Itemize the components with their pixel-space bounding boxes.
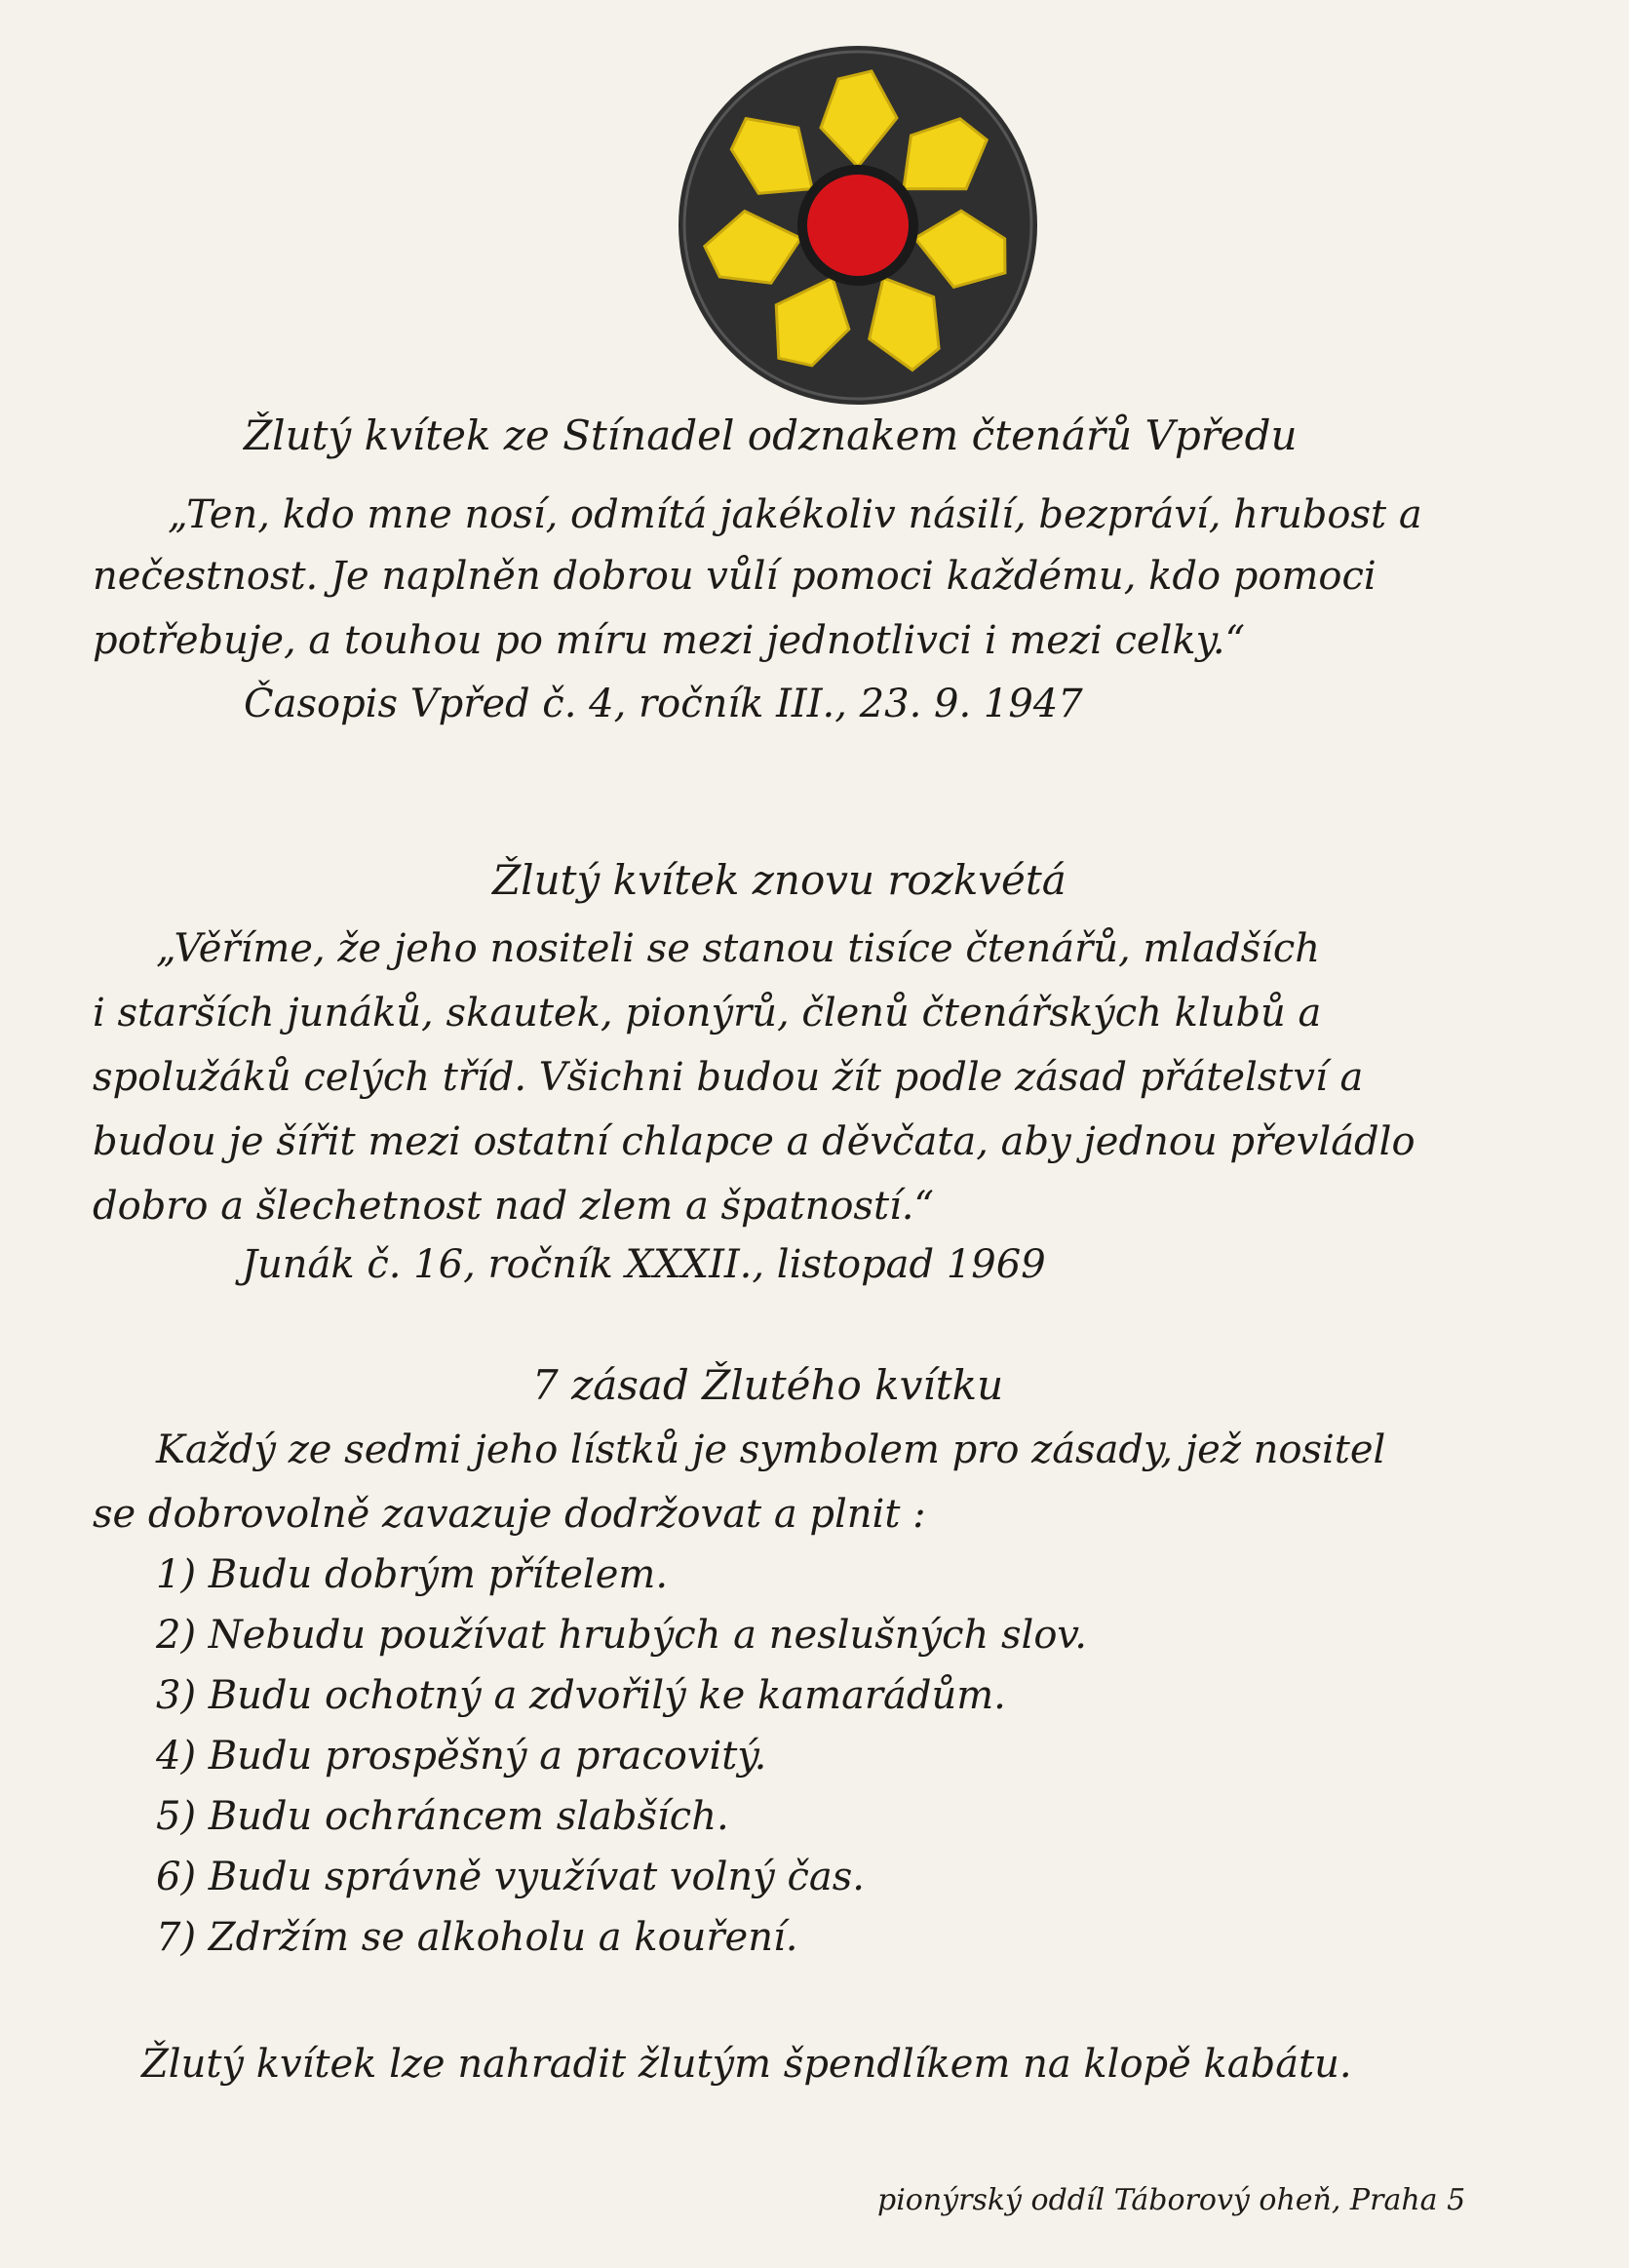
section2-quote-line-2: i starších junáků, skautek, pionýrů, členů čtenářských klubů a	[93, 991, 1322, 1036]
section2-title: Žlutý kvítek znovu rozkvétá	[492, 856, 1067, 904]
rule-item: 5) Budu ochráncem slabších.	[156, 1794, 729, 1839]
rule-item: 1) Budu dobrým přítelem.	[156, 1552, 669, 1597]
rule-item: 4) Budu prospěšný a pracovitý.	[156, 1734, 767, 1779]
section2-quote-line-4: budou je šířit mezi ostatní chlapce a děvčata, aby jednou převládlo	[93, 1119, 1416, 1164]
section3-title: 7 zásad Žlutého kvítku	[532, 1361, 1004, 1409]
rule-item: 3) Budu ochotný a zdvořilý ke kamarádům.	[156, 1673, 1006, 1718]
section3-intro-line-1: Každý ze sedmi jeho lístků je symbolem pro zásady, jež nositel	[156, 1427, 1386, 1472]
section1-quote-line-2: nečestnost. Je naplněn dobrou vůlí pomoci každému, kdo pomoci	[93, 554, 1377, 599]
section2-source: Junák č. 16, ročník XXXII., listopad 1969	[242, 1242, 1046, 1287]
section1-quote-line-1: „Ten, kdo mne nosí, odmítá jakékoliv násilí, bezpráví, hrubost a	[168, 492, 1422, 537]
section1-title: Žlutý kvítek ze Stínadel odznakem čtenářů Vpředu	[244, 411, 1298, 459]
section3-intro-line-2: se dobrovolně zavazuje dodržovat a plnit :	[93, 1492, 926, 1537]
rule-item: 7) Zdržím se alkoholu a kouření.	[156, 1915, 798, 1960]
yellow-flower-badge-icon	[676, 43, 1040, 408]
section1-quote-line-3: potřebuje, a touhou po míru mezi jednotlivci i mezi celky.“	[93, 618, 1246, 663]
rule-item: 2) Nebudu používat hrubých a neslušných slov.	[156, 1613, 1087, 1658]
section2-quote-line-5: dobro a šlechetnost nad zlem a špatností.“	[93, 1184, 934, 1229]
section2-quote-line-1: „Věříme, že jeho nositeli se stanou tisíce čtenářů, mladších	[156, 926, 1321, 971]
footer-signature: pionýrský oddíl Táborový oheň, Praha 5	[877, 2183, 1466, 2217]
closing-note: Žlutý kvítek lze nahradit žlutým špendlíkem na klopě kabátu.	[141, 2042, 1352, 2087]
rule-item: 6) Budu správně využívat volný čas.	[156, 1855, 865, 1899]
section1-source: Časopis Vpřed č. 4, ročník III., 23. 9. 1947	[244, 682, 1083, 726]
section2-quote-line-3: spolužáků celých tříd. Všichni budou žít podle zásad přátelství a	[93, 1055, 1364, 1100]
